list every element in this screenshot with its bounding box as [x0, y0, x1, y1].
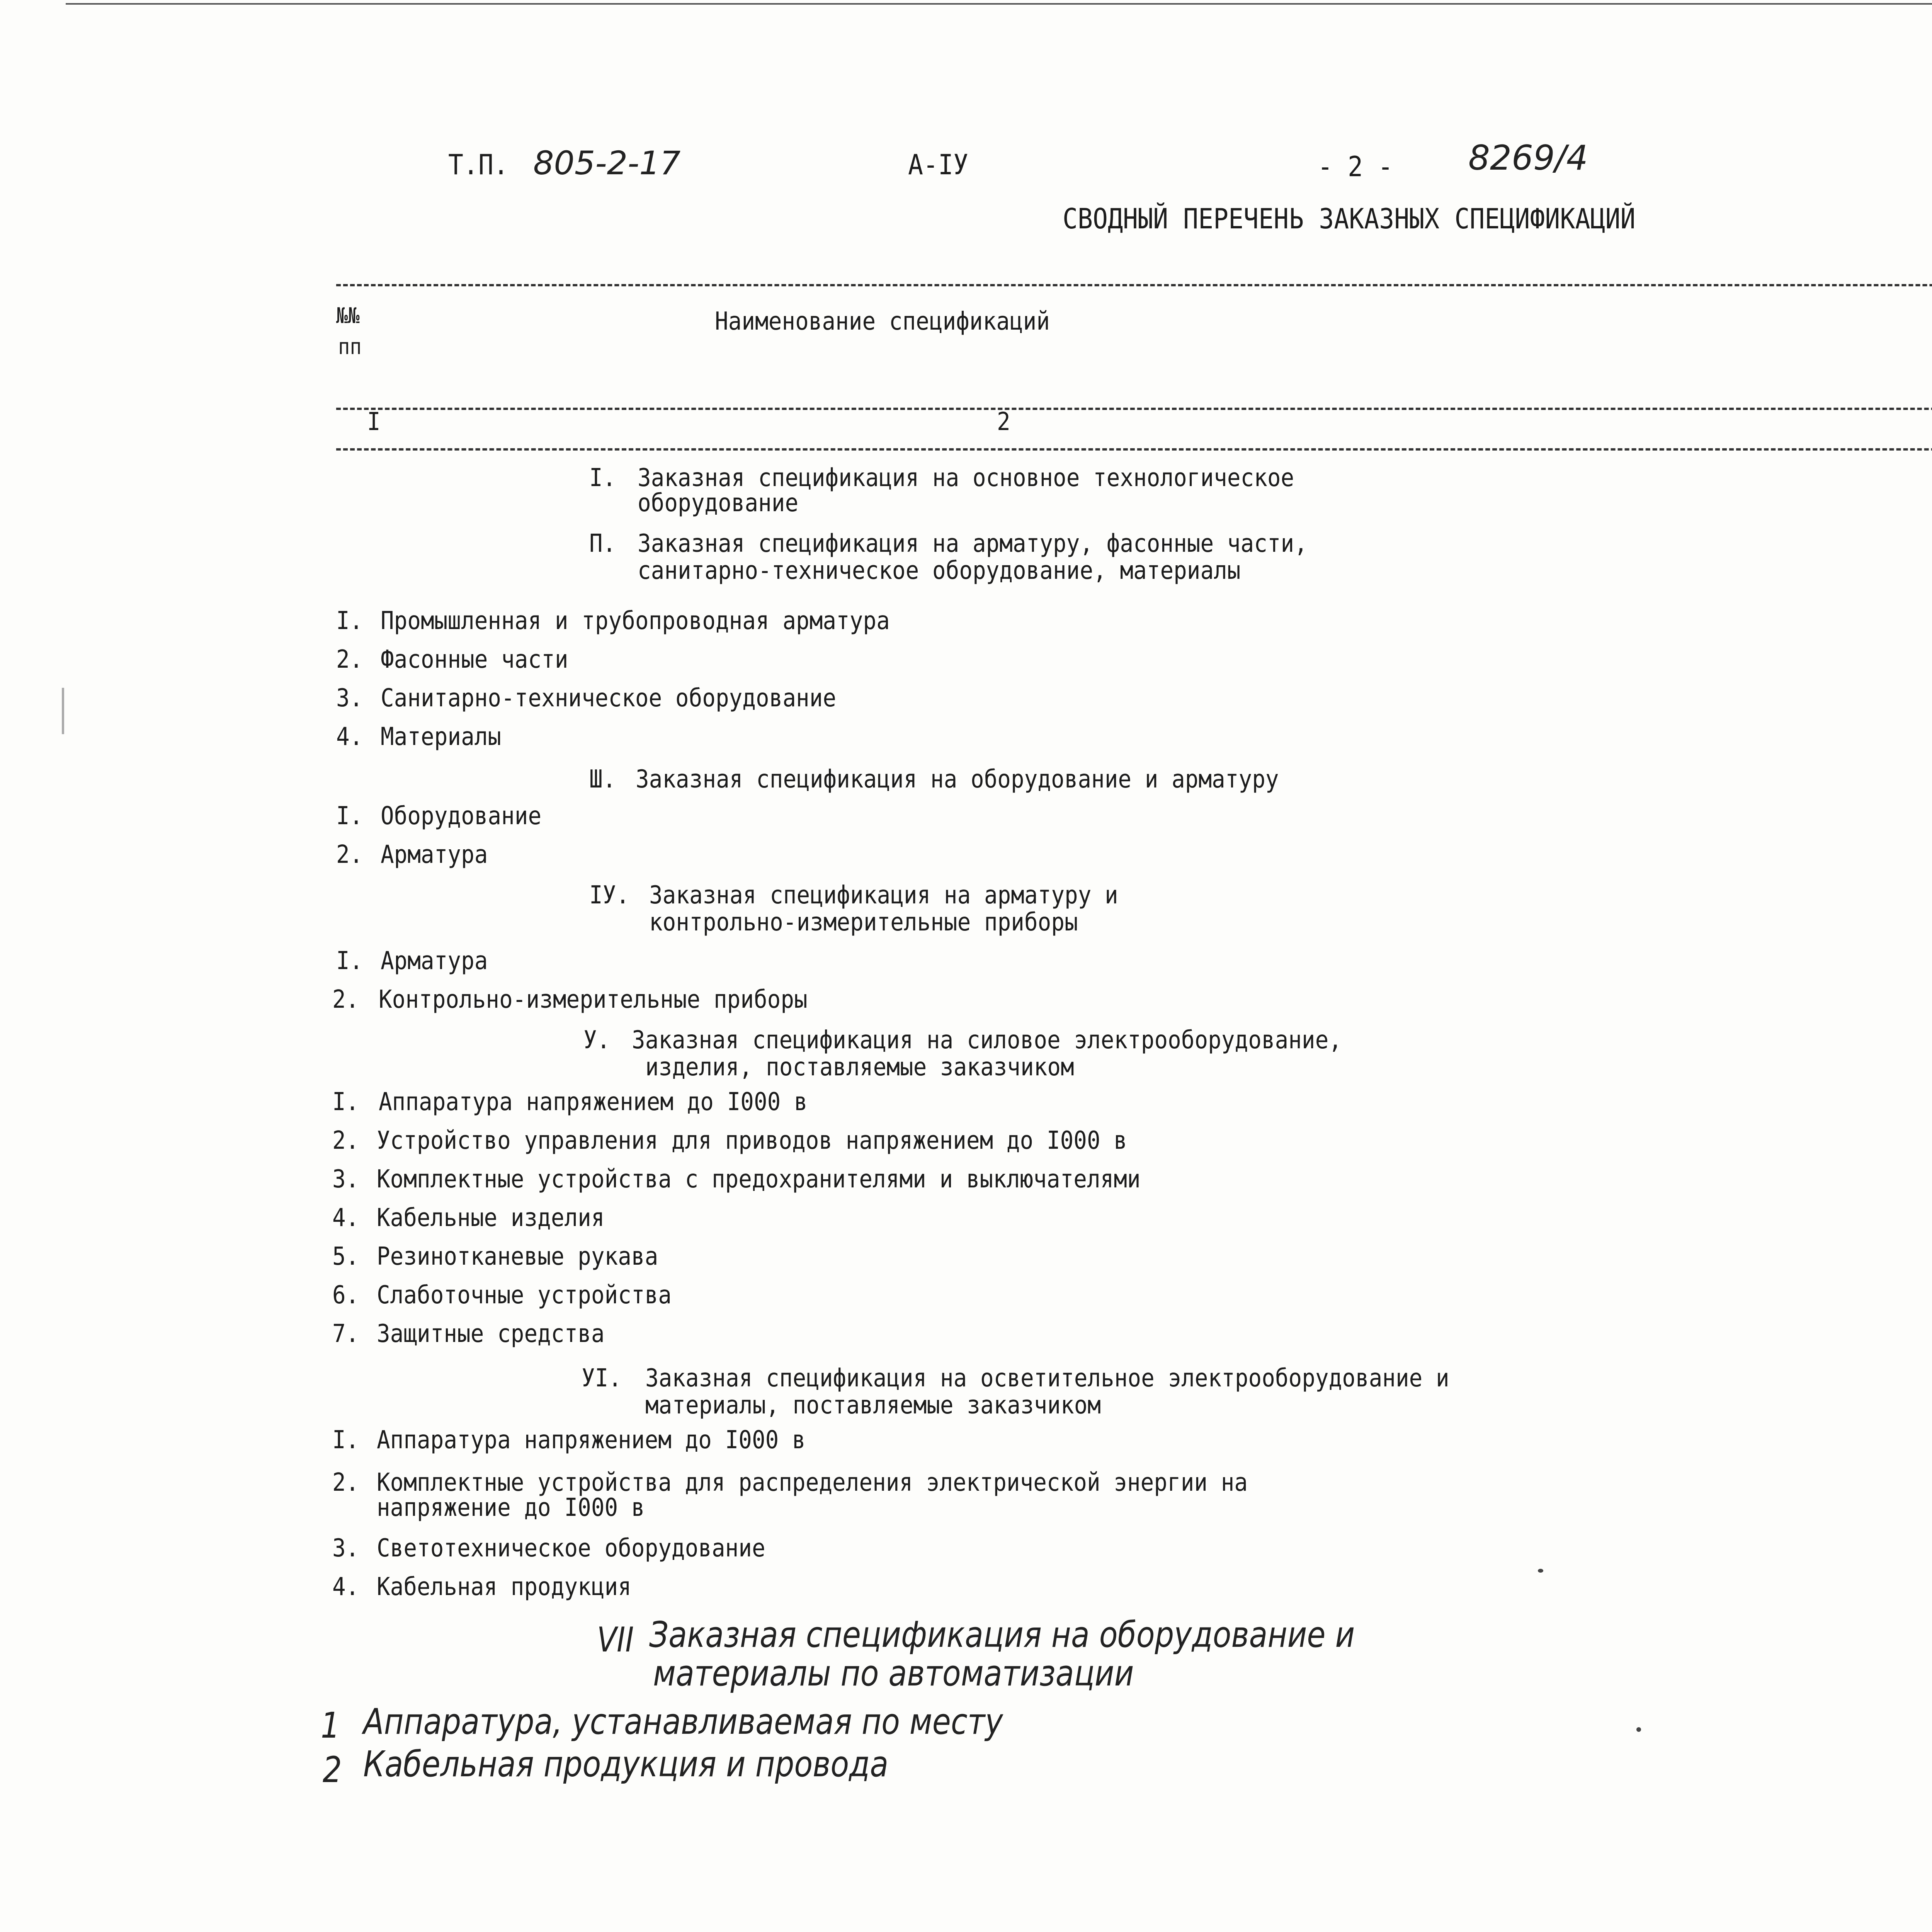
section-6-item-4-num: 4. [332, 1573, 359, 1601]
page-top-edge [66, 3, 1932, 5]
table-index-rule [336, 448, 1932, 451]
table-top-rule [336, 284, 1932, 286]
section-2-item-1-num: I. [336, 607, 363, 635]
section-5-item-1: Аппаратура напряжением до I000 в [379, 1088, 808, 1116]
section-5-item-1-num: I. [332, 1088, 359, 1116]
col-index-1: I [367, 408, 381, 436]
section-5-item-5: Резинотканевые рукава [377, 1242, 658, 1271]
project-prefix: Т.П. [448, 148, 509, 181]
section-2-item-4-num: 4. [336, 723, 363, 751]
section-6-roman: УI. [582, 1364, 622, 1393]
page-number: - 2 - [1318, 150, 1393, 183]
section-6-title: Заказная спецификация на осветительное электрооборудование и [645, 1364, 1449, 1393]
section-7-item-2-num: 2 [323, 1749, 342, 1791]
section-7-item-2: Кабельная продукция и провода [363, 1743, 889, 1785]
doc-number: 8269/4 [1468, 138, 1588, 178]
section-3-item-1-num: I. [336, 802, 363, 830]
section-3-title: Заказная спецификация на оборудование и арматуру [636, 765, 1279, 794]
section-5-item-3-num: 3. [332, 1165, 359, 1194]
section-5-item-7: Защитные средства [377, 1320, 605, 1348]
section-4-item-2-num: 2. [332, 985, 359, 1014]
section-2-title-cont: санитарно-техническое оборудование, материалы [638, 556, 1241, 585]
album-code: А-IУ [908, 148, 969, 181]
section-7-roman: VII [597, 1620, 634, 1660]
section-5-title: Заказная спецификация на силовое электрооборудование, [632, 1026, 1342, 1054]
section-4-title: Заказная спецификация на арматуру и [649, 881, 1118, 910]
section-3-item-2-num: 2. [336, 840, 363, 869]
section-1-roman: I. [589, 464, 616, 492]
section-5-item-4-num: 4. [332, 1204, 359, 1232]
section-5-roman: У. [583, 1026, 611, 1054]
section-7-item-1: Аппаратура, устанавливаемая по месту [363, 1701, 1003, 1742]
section-7-title-cont: материалы по автоматизации [653, 1653, 1134, 1694]
section-2-item-1: Промышленная и трубопроводная арматура [381, 607, 890, 635]
section-4-item-1: Арматура [381, 947, 488, 975]
section-2-item-2-num: 2. [336, 645, 363, 674]
col-name-label: Наименование спецификаций [715, 307, 1050, 336]
section-4-item-1-num: I. [336, 947, 363, 975]
section-6-item-2-num: 2. [332, 1468, 359, 1497]
section-3-roman: Ш. [589, 765, 616, 794]
section-7-title: Заказная спецификация на оборудование и [649, 1614, 1355, 1655]
section-5-item-4: Кабельные изделия [377, 1204, 605, 1232]
section-5-item-2: Устройство управления для приводов напряжением до I000 в [377, 1126, 1127, 1155]
section-6-item-4: Кабельная продукция [377, 1573, 631, 1601]
section-4-roman: IУ. [589, 881, 630, 910]
section-5-item-5-num: 5. [332, 1242, 359, 1271]
col-index-2: 2 [997, 408, 1010, 436]
section-1-title: Заказная спецификация на основное технологическое [638, 464, 1294, 492]
section-5-title-cont: изделия, поставляемые заказчиком [645, 1053, 1074, 1082]
scan-speck-2 [1636, 1727, 1641, 1732]
section-6-item-1: Аппаратура напряжением до I000 в [377, 1426, 806, 1454]
project-number: 805-2-17 [533, 144, 681, 182]
section-6-item-1-num: I. [332, 1426, 359, 1454]
section-6-item-3-num: 3. [332, 1534, 359, 1563]
section-6-item-3: Светотехническое оборудование [377, 1534, 765, 1563]
section-2-item-2: Фасонные части [381, 645, 568, 674]
section-5-item-2-num: 2. [332, 1126, 359, 1155]
section-2-item-3: Санитарно-техническое оборудование [381, 684, 837, 713]
section-4-item-2: Контрольно-измерительные приборы [379, 985, 808, 1014]
col-num-label-2: пп [338, 334, 362, 359]
section-3-item-2: Арматура [381, 840, 488, 869]
section-2-item-3-num: 3. [336, 684, 363, 713]
section-5-item-3: Комплектные устройства с предохранителями и выключателями [377, 1165, 1141, 1194]
section-2-title: Заказная спецификация на арматуру, фасонные части, [638, 529, 1308, 558]
section-6-title-cont: материалы, поставляемые заказчиком [645, 1391, 1101, 1420]
col-num-label: №№ [336, 303, 360, 328]
page-title: СВОДНЫЙ ПЕРЕЧЕНЬ ЗАКАЗНЫХ СПЕЦИФИКАЦИЙ [1063, 202, 1636, 235]
table-header-rule [336, 408, 1932, 410]
section-2-item-4: Материалы [381, 723, 502, 751]
margin-mark [62, 688, 64, 734]
section-6-item-2-cont: напряжение до I000 в [377, 1493, 645, 1522]
section-1-title-cont: оборудование [638, 489, 799, 517]
section-5-item-6: Слаботочные устройства [377, 1281, 672, 1310]
section-7-item-1-num: 1 [321, 1705, 340, 1746]
section-5-item-6-num: 6. [332, 1281, 359, 1310]
scan-speck [1538, 1569, 1543, 1573]
section-5-item-7-num: 7. [332, 1320, 359, 1348]
section-4-title-cont: контрольно-измерительные приборы [649, 908, 1078, 937]
section-3-item-1: Оборудование [381, 802, 542, 830]
section-2-roman: П. [589, 529, 616, 558]
section-6-item-2: Комплектные устройства для распределения электрической энергии на [377, 1468, 1248, 1497]
